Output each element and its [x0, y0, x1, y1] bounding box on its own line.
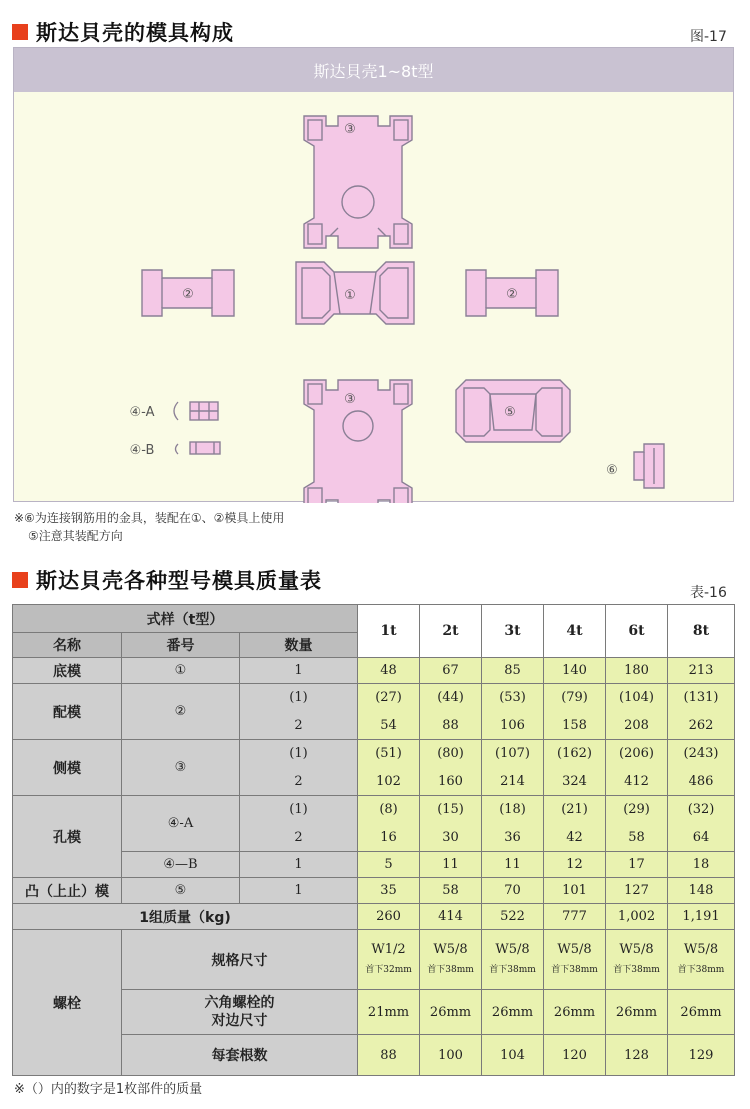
cell: 522 [482, 904, 544, 930]
cell: (15) [420, 796, 482, 824]
side-mold-top [304, 116, 412, 248]
row-name: 底模 [13, 658, 122, 684]
section-heading-weights [12, 564, 322, 596]
label-3-bottom: ③ [344, 392, 356, 407]
label-2-left: ② [182, 287, 194, 302]
cell: 12 [544, 852, 606, 878]
label-5: ⑤ [504, 405, 516, 420]
cell: 120 [544, 1035, 606, 1076]
row-name: 凸（上止）模 [13, 878, 122, 904]
cell: 127 [606, 878, 668, 904]
header-name: 名称 [13, 633, 122, 658]
label-4a: ④-A [129, 405, 155, 420]
row-no: ⑤ [122, 878, 240, 904]
cell: 140 [544, 658, 606, 684]
cell: 11 [482, 852, 544, 878]
label-4b: ④-B [129, 443, 155, 458]
model-header: 6t [606, 605, 668, 658]
cell: 5 [358, 852, 420, 878]
cell: 58 [606, 824, 668, 852]
header-no: 番号 [122, 633, 240, 658]
cell: 26mm [606, 990, 668, 1035]
cell: 208 [606, 712, 668, 740]
cell: 42 [544, 824, 606, 852]
cell: 70 [482, 878, 544, 904]
section-title: 斯达貝壳各种型号模具质量表 [36, 569, 322, 593]
row-qty: (1) [240, 740, 358, 768]
cell: (131) [668, 684, 735, 712]
cell: 88 [420, 712, 482, 740]
cell: 101 [544, 878, 606, 904]
cell: 486 [668, 768, 735, 796]
cell: 160 [420, 768, 482, 796]
bolt-spec-label: 规格尺寸 [122, 930, 358, 990]
hole-mold-a [190, 402, 218, 420]
model-header: 2t [420, 605, 482, 658]
cell: 213 [668, 658, 735, 684]
spec-cell: W5/8 首下38mm [606, 930, 668, 990]
row-no: ② [122, 684, 240, 740]
cell: (32) [668, 796, 735, 824]
cell: 1,191 [668, 904, 735, 930]
model-header: 1t [358, 605, 420, 658]
cell: (21) [544, 796, 606, 824]
red-square-icon [12, 24, 28, 40]
row-no: ① [122, 658, 240, 684]
figure-note-1: ※⑥为连接钢筋用的金具，装配在①、②模具上使用 [14, 511, 285, 525]
table-ref: 表-16 [690, 585, 727, 601]
cell: (8) [358, 796, 420, 824]
model-header: 3t [482, 605, 544, 658]
cell: 26mm [668, 990, 735, 1035]
section-title: 斯达貝壳的模具构成 [36, 21, 234, 45]
cell: 180 [606, 658, 668, 684]
model-header: 4t [544, 605, 606, 658]
row-qty: 2 [240, 768, 358, 796]
side-mold-bottom [304, 380, 412, 503]
cell: (107) [482, 740, 544, 768]
cell: 412 [606, 768, 668, 796]
cell: (79) [544, 684, 606, 712]
spec-cell: W5/8 首下38mm [420, 930, 482, 990]
cell: 16 [358, 824, 420, 852]
cell: (51) [358, 740, 420, 768]
cell: 11 [420, 852, 482, 878]
cell: 21mm [358, 990, 420, 1035]
cell: 104 [482, 1035, 544, 1076]
cell: 88 [358, 1035, 420, 1076]
cell: 158 [544, 712, 606, 740]
label-2-right: ② [506, 287, 518, 302]
spec-cell: W5/8 首下38mm [668, 930, 735, 990]
spec-cell: W1/2 首下32mm [358, 930, 420, 990]
cell: 129 [668, 1035, 735, 1076]
cell: (243) [668, 740, 735, 768]
cell: 777 [544, 904, 606, 930]
cell: 26mm [544, 990, 606, 1035]
hole-mold-b [190, 442, 220, 454]
cell: 148 [668, 878, 735, 904]
mold-drawing [14, 48, 735, 503]
bolt-count-label: 每套根数 [122, 1035, 358, 1076]
cell: 324 [544, 768, 606, 796]
cell: 128 [606, 1035, 668, 1076]
bolt-hex-label: 六角螺栓的 对边尺寸 [122, 990, 358, 1035]
connector-fitting [634, 444, 664, 488]
cell: 260 [358, 904, 420, 930]
cell: (104) [606, 684, 668, 712]
cell: 17 [606, 852, 668, 878]
row-qty: 1 [240, 658, 358, 684]
cell: 262 [668, 712, 735, 740]
cell: 26mm [420, 990, 482, 1035]
label-1: ① [344, 288, 356, 303]
cell: 106 [482, 712, 544, 740]
model-header: 8t [668, 605, 735, 658]
cell: 85 [482, 658, 544, 684]
cell: (162) [544, 740, 606, 768]
row-qty: (1) [240, 796, 358, 824]
cell: (18) [482, 796, 544, 824]
figure-banner-text: 斯达貝壳1~8t型 [313, 61, 434, 81]
section-heading-structure [12, 16, 234, 48]
cell: (206) [606, 740, 668, 768]
figure-note-2: ⑤注意其装配方向 [28, 529, 123, 543]
table-footnote: ※（）内的数字是1枚部件的质量 [14, 1082, 203, 1097]
row-qty: (1) [240, 684, 358, 712]
cell: 18 [668, 852, 735, 878]
figure-ref: 图-17 [690, 29, 727, 45]
cell: (29) [606, 796, 668, 824]
cell: 414 [420, 904, 482, 930]
cell: 102 [358, 768, 420, 796]
cell: 54 [358, 712, 420, 740]
cell: 100 [420, 1035, 482, 1076]
cell: 58 [420, 878, 482, 904]
red-square-icon [12, 572, 28, 588]
cell: (80) [420, 740, 482, 768]
row-name: 侧模 [13, 740, 122, 796]
cell: 36 [482, 824, 544, 852]
mold-diagram [13, 47, 734, 502]
total-label: 1组质量（kg) [13, 904, 358, 930]
header-qty: 数量 [240, 633, 358, 658]
row-no: ③ [122, 740, 240, 796]
cell: (44) [420, 684, 482, 712]
cell: 26mm [482, 990, 544, 1035]
cell: 67 [420, 658, 482, 684]
cell: (53) [482, 684, 544, 712]
row-qty: 1 [240, 852, 358, 878]
cell: 30 [420, 824, 482, 852]
row-no: ④—B [122, 852, 240, 878]
row-no: ④-A [122, 796, 240, 852]
cell: 1,002 [606, 904, 668, 930]
row-qty: 2 [240, 712, 358, 740]
row-qty: 2 [240, 824, 358, 852]
row-qty: 1 [240, 878, 358, 904]
label-3-top: ③ [344, 122, 356, 137]
spec-cell: W5/8 首下38mm [544, 930, 606, 990]
cell: 64 [668, 824, 735, 852]
cell: 35 [358, 878, 420, 904]
cell: 214 [482, 768, 544, 796]
row-name: 配模 [13, 684, 122, 740]
cell: 48 [358, 658, 420, 684]
spec-cell: W5/8 首下38mm [482, 930, 544, 990]
cell: (27) [358, 684, 420, 712]
mold-weight-table [12, 604, 735, 1076]
header-style: 式样（t型） [13, 605, 358, 633]
label-6: ⑥ [606, 463, 618, 478]
row-name: 孔模 [13, 796, 122, 878]
row-name: 螺栓 [13, 930, 122, 1076]
